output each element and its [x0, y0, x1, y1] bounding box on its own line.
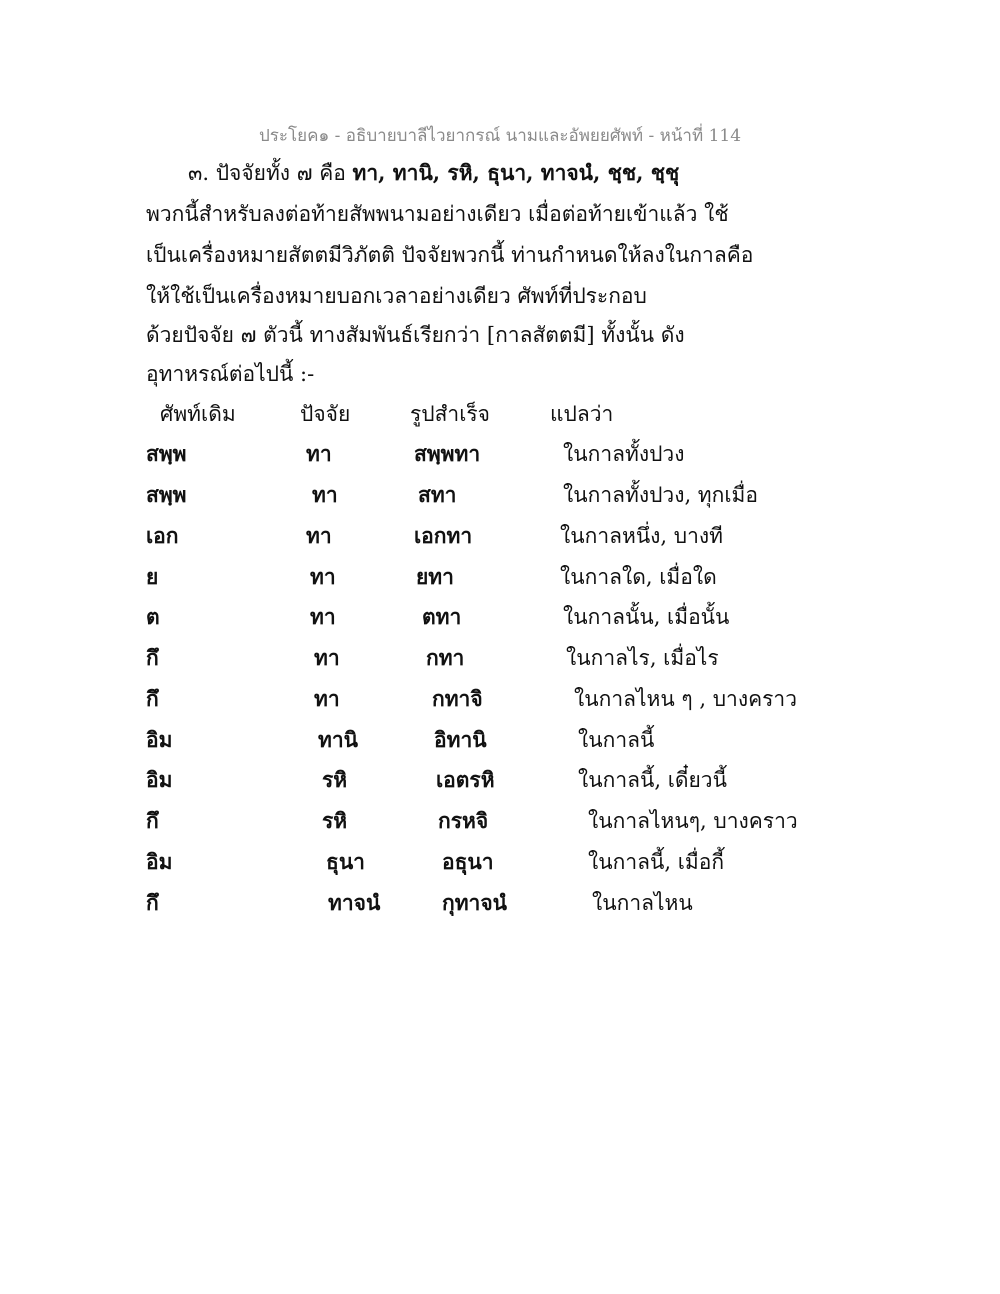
suffix-cell: ทา: [306, 441, 332, 466]
result-form-cell: กุทาจนํ: [442, 890, 508, 915]
meaning-cell: ในกาลทั้งปวง, ทุกเมื่อ: [563, 483, 758, 507]
original-word-cell: อิม: [146, 849, 173, 874]
paragraph-line: อุทาหรณ์ต่อไปนี้ :-: [146, 362, 315, 386]
meaning-cell: ในกาลหนึ่ง, บางที: [560, 524, 724, 548]
result-form-cell: กทา: [426, 645, 465, 670]
suffix-cell: ทา: [314, 645, 340, 670]
original-word-cell: กึ: [146, 808, 159, 833]
result-form-cell: อิทานิ: [434, 727, 487, 752]
original-word-cell: กึ: [146, 645, 159, 670]
original-word-cell: ต: [146, 604, 160, 629]
meaning-cell: ในกาลนี้: [578, 728, 655, 752]
original-word-cell: อิม: [146, 767, 173, 792]
suffix-cell: ธุนา: [326, 849, 365, 874]
suffix-cell: ทา: [314, 686, 340, 711]
meaning-cell: ในกาลไหนๆ, บางคราว: [588, 809, 798, 833]
suffix-cell: ทา: [306, 523, 332, 548]
paragraph-line: ให้ใช้เป็นเครื่องหมายบอกเวลาอย่างเดียว ศัพท์ที่ประกอบ: [146, 284, 647, 308]
suffix-cell: รหิ: [322, 808, 348, 833]
suffix-cell: ทา: [310, 604, 336, 629]
page-header: ประโยค๑ - อธิบายบาลีไวยากรณ์ นามและอัพยยศัพท์ - หน้าที่ 114: [258, 126, 742, 146]
result-form-cell: เอตรหิ: [436, 767, 495, 792]
suffix-cell: ทา: [312, 482, 338, 507]
original-word-cell: สพฺพ: [146, 441, 187, 466]
result-form-cell: ยทา: [416, 564, 454, 589]
meaning-cell: ในกาลใด, เมื่อใด: [560, 565, 717, 589]
header-meaning: แปลว่า: [550, 402, 614, 426]
paragraph-prefix: ๓. ปัจจัยทั้ง ๗ คือ: [188, 161, 346, 185]
original-word-cell: กึ: [146, 686, 159, 711]
paragraph-first-line: [188, 159, 679, 187]
original-word-cell: กึ: [146, 890, 159, 915]
paragraph-line: เป็นเครื่องหมายสัตตมีวิภัตติ ปัจจัยพวกนี้ ท่านกำหนดให้ลงในกาลคือ: [146, 243, 754, 267]
meaning-cell: ในกาลทั้งปวง: [563, 442, 685, 466]
suffix-cell: ทา: [310, 564, 336, 589]
meaning-cell: ในกาลนั้น, เมื่อนั้น: [563, 605, 730, 629]
header-suffix: ปัจจัย: [300, 402, 351, 426]
meaning-cell: ในกาลไหน ๆ , บางคราว: [574, 687, 798, 711]
suffix-list: ทา, ทานิ, รหิ, ธุนา, ทาจนํ, ชฺช, ชฺชุ: [352, 160, 680, 185]
meaning-cell: ในกาลนี้, เมื่อกี้: [588, 850, 725, 874]
result-form-cell: เอกทา: [414, 523, 473, 548]
result-form-cell: อธุนา: [442, 849, 494, 874]
meaning-cell: ในกาลนี้, เดี๋ยวนี้: [578, 768, 727, 792]
meaning-cell: ในกาลไร, เมื่อไร: [566, 646, 719, 670]
suffix-cell: รหิ: [322, 767, 348, 792]
meaning-cell: ในกาลไหน: [592, 891, 693, 915]
original-word-cell: อิม: [146, 727, 173, 752]
original-word-cell: ย: [146, 564, 159, 589]
original-word-cell: เอก: [146, 523, 179, 548]
result-form-cell: ตทา: [422, 604, 462, 629]
paragraph-line: ด้วยปัจจัย ๗ ตัวนี้ ทางสัมพันธ์เรียกว่า [กาลสัตตมี] ทั้งนั้น ดัง: [146, 323, 685, 347]
result-form-cell: สพฺพทา: [414, 441, 481, 466]
paragraph-line: พวกนี้สำหรับลงต่อท้ายสัพพนามอย่างเดียว เมื่อต่อท้ายเข้าแล้ว ใช้: [146, 202, 729, 226]
header-result-form: รูปสำเร็จ: [410, 402, 490, 426]
header-original-word: ศัพท์เดิม: [160, 402, 236, 426]
suffix-cell: ทาจนํ: [328, 890, 381, 915]
result-form-cell: กรหจิ: [438, 808, 489, 833]
original-word-cell: สพฺพ: [146, 482, 187, 507]
result-form-cell: สทา: [418, 482, 457, 507]
suffix-cell: ทานิ: [318, 727, 358, 752]
result-form-cell: กทาจิ: [432, 686, 483, 711]
